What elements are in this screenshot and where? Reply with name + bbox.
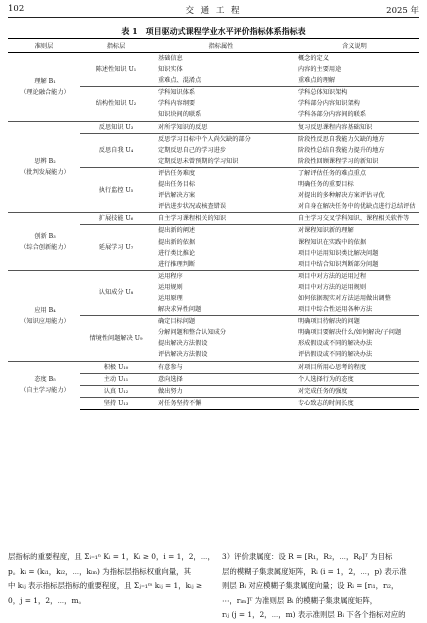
indicator-label: 坚持 U₁₃ xyxy=(103,399,129,407)
meaning-cell: 评估假设或不同的解决办法 xyxy=(298,351,373,359)
indicator-cell xyxy=(80,53,152,87)
indicator-label: 认知成分 U₈ xyxy=(98,289,134,297)
indicator-label: 结构性知识 U₂ xyxy=(95,100,137,108)
meaning-cell: 对自身在解决任务中的优缺点进行总结评估 xyxy=(298,203,416,211)
meaning-cell: 学科部分内容知识架构 xyxy=(298,100,360,108)
indicator-cell xyxy=(80,87,152,121)
meaning-cell: 专心致志的时间长度 xyxy=(290,397,419,409)
meaning-cell: 项目中对方法的运用规则 xyxy=(298,283,367,291)
indicator-cell xyxy=(80,385,152,397)
meaning-cell: 阶段性回顾课程学习的新知识 xyxy=(298,157,379,165)
indicator-label: 延展学习 U₇ xyxy=(98,244,134,252)
criterion-cell xyxy=(8,121,80,213)
table-row xyxy=(8,270,419,282)
attribute-cell: 定期反思未曾预期的学习知识 xyxy=(158,157,239,165)
criterion-label: （批判发展能力） xyxy=(20,168,70,176)
attribute-cell: 重难点、混淆点 xyxy=(158,77,202,85)
meaning-cell: 对提出的多种解决方案评估寻优 xyxy=(298,192,385,200)
body-line: 0，j = 1，2，⋯，m。 xyxy=(8,595,86,605)
attribute-cell: 解决求异性问题 xyxy=(158,306,202,314)
indicator-label: 执行监控 U₅ xyxy=(98,186,134,194)
attribute-cell: 运用程序 xyxy=(152,270,290,282)
attribute-cell: 自主学习课程相关的知识 xyxy=(152,213,290,225)
indicator-label: 反思知识 U₃ xyxy=(98,123,134,131)
attribute-cell: 意向选择 xyxy=(152,373,290,385)
indicator-label: 认真 U₁₂ xyxy=(103,387,129,395)
meaning-cell: 对课程知识新的理解 xyxy=(290,225,419,237)
table-row xyxy=(8,213,419,225)
table-header-row xyxy=(8,39,419,53)
meaning-cell: 学科各部分内容间的联系 xyxy=(298,111,367,119)
meaning-cell: 个人选择行为的态度 xyxy=(290,373,419,385)
meaning-cell: 如何依据现实对方法运用做出调整 xyxy=(298,294,391,302)
attribute-cell: 提出解决方法假设 xyxy=(158,340,208,348)
criterion-label: （综合创新能力） xyxy=(20,243,70,251)
criterion-label: 创新 B₃ xyxy=(34,232,56,240)
indicator-cell xyxy=(80,167,152,212)
meaning-cell: 重难点的理解 xyxy=(298,77,336,85)
page-header xyxy=(8,4,419,16)
meaning-cell: 了解评估任务的难点重点 xyxy=(290,167,419,179)
meaning-cell: 明确任务的重要目标 xyxy=(298,181,354,189)
meaning-cell: 复习反思课程内容基础知识 xyxy=(290,121,419,133)
criterion-label: 应用 B₄ xyxy=(34,306,56,314)
indicator-cell xyxy=(80,397,152,409)
indicator-label: 积极 U₁₀ xyxy=(103,363,129,371)
indicator-label: 主动 U₁₁ xyxy=(103,375,129,383)
attribute-cell: 对任务坚持不懈 xyxy=(152,397,290,409)
indicator-cell xyxy=(80,316,152,361)
criterion-label: （理论融合能力） xyxy=(20,88,70,96)
criterion-label: （自主学习能力） xyxy=(20,387,70,395)
attribute-cell: 评估解决方法假设 xyxy=(158,351,208,359)
meaning-cell: 项目中对方法的运用过程 xyxy=(290,270,419,282)
header-rule xyxy=(8,17,419,18)
attribute-cell: 提出新的阐述 xyxy=(152,225,290,237)
body-line: 层指标的重要程度，且 Σᵢ₌₁ⁿ Kᵢ = 1，Kᵢ ≥ 0，i = 1，2，⋯， xyxy=(8,552,215,561)
indicator-cell xyxy=(80,373,152,385)
meaning-cell: 阶段性总结自我能力提升的地方 xyxy=(298,146,385,154)
attribute-cell: 有意参与 xyxy=(152,361,290,373)
criterion-cell xyxy=(8,361,80,409)
attribute-cell: 进行类比推论 xyxy=(158,249,196,257)
meaning-cell: 项目中综合性运用各种方法 xyxy=(298,306,373,314)
table-caption: 表 1 项目驱动式课程学业水平评价指标体系指标表 xyxy=(121,26,306,36)
meaning-cell: 对项目所用心思考的程度 xyxy=(290,361,419,373)
attribute-cell: 确定目标问题 xyxy=(152,316,290,328)
meaning-cell: 课程知识在实践中的依据 xyxy=(298,238,367,246)
body-line: 3）评价隶属度：设 R = [R₁，R₂，⋯，Rₚ]ᵀ 为目标 xyxy=(222,552,393,561)
indicator-table xyxy=(8,38,419,410)
attribute-cell: 评估进步状况或核查错误 xyxy=(158,203,227,211)
meaning-cell: 阶段性反思自我能力欠缺的地方 xyxy=(290,133,419,145)
attribute-cell: 运用规则 xyxy=(158,283,183,291)
column-header: 准则层 xyxy=(8,39,80,53)
attribute-cell: 做出努力 xyxy=(152,385,290,397)
attribute-cell: 反思学习目标中个人尚欠缺的部分 xyxy=(152,133,290,145)
publication-year: 2025 年 xyxy=(386,6,419,16)
table-row xyxy=(8,53,419,65)
indicator-cell xyxy=(80,121,152,133)
indicator-cell xyxy=(80,213,152,225)
meaning-cell: 项目中结合知识判断部分问题 xyxy=(298,260,379,268)
criterion-cell xyxy=(8,270,80,361)
attribute-cell: 知识实体 xyxy=(158,66,183,74)
attribute-cell: 学科内容纲要 xyxy=(158,100,196,108)
journal-name: 交 通 工 程 xyxy=(185,6,242,16)
column-header: 指标层 xyxy=(80,39,152,53)
body-column-left xyxy=(8,550,215,608)
attribute-cell: 提出任务目标 xyxy=(158,181,196,189)
attribute-cell: 对所学知识的反思 xyxy=(152,121,290,133)
indicator-cell xyxy=(80,225,152,270)
table-body xyxy=(8,53,419,410)
meaning-cell: 概念的定义 xyxy=(298,55,329,62)
meaning-cell: 自主学习交叉学科知识、课程相关软件等 xyxy=(290,213,419,225)
page-number: 102 xyxy=(8,4,25,14)
attribute-cell: 提出新的依据 xyxy=(158,238,196,246)
meaning-cell: 明确项目要解决什么/如何解决/子问题 xyxy=(298,329,402,337)
body-line: 中 kᵢⱼ 表示指标层指标的重要程度，且 Σⱼ₌₁ᵐ kᵢⱼ = 1，kᵢⱼ ≥ xyxy=(8,581,203,590)
column-header: 含义说明 xyxy=(290,39,419,53)
meaning-cell: 明确项目待解决的问题 xyxy=(290,316,419,328)
meaning-cell: 项目中运用知识类比解决问题 xyxy=(298,249,379,257)
indicator-label: 反思自我 U₄ xyxy=(98,146,134,154)
attribute-cell: 基础信息 xyxy=(158,55,183,62)
indicator-cell xyxy=(80,133,152,167)
indicator-cell xyxy=(80,270,152,315)
indicator-label: 扩展技能 U₆ xyxy=(98,215,134,223)
meaning-cell: 学科总体知识架构 xyxy=(290,87,419,99)
criterion-label: 理解 B₁ xyxy=(34,77,56,85)
body-line: ⋯，rᵢₘ]ᵀ 为准则层 Bᵢ 的模糊子集隶属度矩阵， xyxy=(222,595,378,605)
indicator-label: 情境性问题解决 U₉ xyxy=(89,334,143,342)
meaning-cell: 内容的主要用途 xyxy=(298,66,342,74)
attribute-cell: 学科知识体系 xyxy=(152,87,290,99)
body-line: 层的模糊子集隶属度矩阵，Rᵢ (i = 1，2，⋯，p) 表示准 xyxy=(222,566,407,576)
table-row xyxy=(8,361,419,373)
criterion-cell xyxy=(8,53,80,122)
attribute-cell: 进行推理判断 xyxy=(158,260,196,268)
attribute-cell: 知识块间的联系 xyxy=(158,111,202,119)
indicator-label: 陈述性知识 U₁ xyxy=(95,66,137,74)
body-line: rᵢⱼ (j = 1，2，⋯，m) 表示准则层 Bᵢ 下各个指标对应的 xyxy=(222,610,406,619)
criterion-label: 态度 B₅ xyxy=(34,376,56,384)
meaning-cell: 形成假设或不同的解决办法 xyxy=(298,340,373,348)
body-line: 则层 Bᵢ 对应模糊子集隶属度向量；设 Rᵢ = [rᵢ₁，rᵢ₂， xyxy=(222,581,399,590)
attribute-cell: 分解问题和整合认知成分 xyxy=(158,329,227,337)
indicator-cell xyxy=(80,361,152,373)
criterion-cell xyxy=(8,213,80,270)
body-line: p。kᵢ = (kᵢ₁，kᵢ₂，⋯，kᵢₘ) 为指标层指标权重向量，其 xyxy=(8,566,191,576)
attribute-cell: 评估任务难度 xyxy=(152,167,290,179)
attribute-cell: 评估解决方案 xyxy=(158,192,196,200)
column-header: 指标属性 xyxy=(152,39,290,53)
meaning-cell: 对完成任务的强度 xyxy=(290,385,419,397)
table-row xyxy=(8,121,419,133)
attribute-cell: 运用原理 xyxy=(158,294,183,302)
body-column-right xyxy=(222,550,419,623)
attribute-cell: 定期反思自己的学习进步 xyxy=(158,146,227,154)
criterion-label: 思辨 B₂ xyxy=(34,157,56,165)
criterion-label: （知识应用能力） xyxy=(20,317,70,325)
